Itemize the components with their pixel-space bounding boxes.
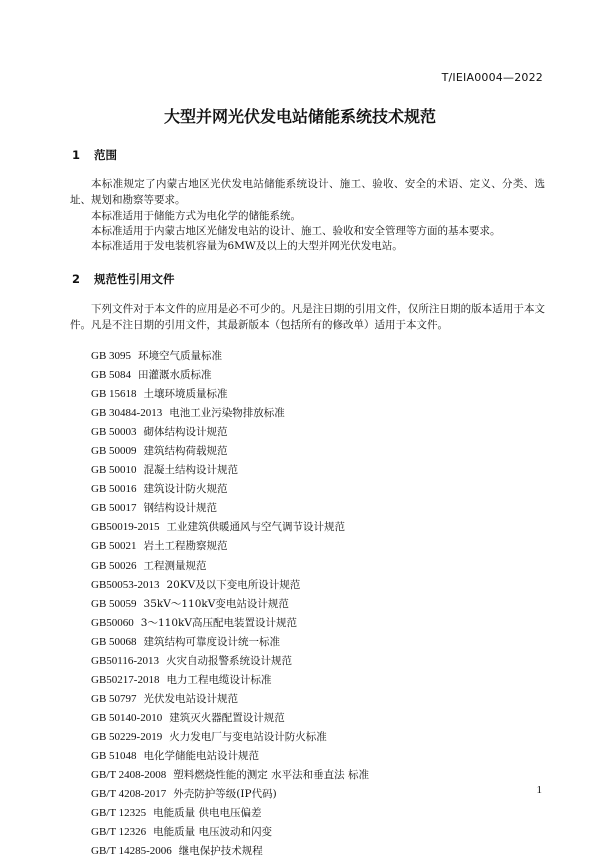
reference-title: 砌体结构设计规范 (143, 426, 228, 439)
reference-item (91, 518, 369, 537)
reference-item (91, 347, 369, 366)
reference-item (91, 785, 369, 804)
section-number: 1 (72, 148, 81, 162)
reference-title: 混凝土结构设计规范 (143, 464, 239, 477)
reference-title: 电力工程电缆设计标准 (166, 673, 272, 686)
scope-paragraph: 本标准适用于储能方式为电化学的储能系统。 (91, 210, 301, 222)
reference-code: GB 50229-2019 (91, 730, 163, 743)
reference-title: 建筑结构荷载规范 (143, 445, 228, 458)
reference-code: GB 50017 (91, 502, 137, 515)
reference-code: GB 50009 (91, 445, 137, 458)
reference-code: GB 50016 (91, 483, 137, 496)
reference-list (91, 347, 369, 861)
reference-code: GB 50026 (91, 559, 137, 572)
reference-title: 电能质量 供电电压偏差 (153, 807, 262, 820)
reference-item (91, 423, 369, 442)
reference-title: 20KV及以下变电所设计规范 (166, 578, 301, 591)
reference-title: 建筑结构可靠度设计统一标准 (143, 635, 281, 648)
reference-title: 电能质量 电压波动和闪变 (153, 826, 272, 839)
reference-code: GB 15618 (91, 388, 137, 401)
section-title: 范围 (94, 148, 118, 162)
reference-title: 光伏发电站设计规范 (143, 692, 239, 705)
reference-item (91, 747, 369, 766)
scope-paragraph: 本标准适用于发电装机容量为6MW及以上的大型并网光伏发电站。 (91, 240, 403, 252)
reference-item (91, 728, 369, 747)
section-heading-normative-references (72, 271, 175, 287)
reference-code: GB/T 2408-2008 (91, 769, 167, 782)
reference-code: GB50019-2015 (91, 521, 160, 534)
reference-title: 继电保护技术规程 (178, 845, 263, 858)
reference-title: 火灾自动报警系统设计规范 (166, 654, 293, 667)
reference-item (91, 652, 369, 671)
reference-code: GB 51048 (91, 749, 137, 762)
reference-title: 工业建筑供暖通风与空气调节设计规范 (166, 521, 345, 534)
reference-code: GB 50003 (91, 426, 137, 439)
reference-code: GB 50068 (91, 635, 137, 648)
reference-item (91, 480, 369, 499)
reference-title: 田灌溉水质标准 (138, 369, 212, 382)
page-number: 1 (536, 784, 542, 796)
reference-item (91, 709, 369, 728)
reference-item (91, 842, 369, 861)
reference-item (91, 557, 369, 576)
reference-item (91, 671, 369, 690)
reference-item (91, 385, 369, 404)
reference-title: 电化学储能电站设计规范 (143, 749, 260, 762)
scope-paragraph: 本标准适用于内蒙古地区光储发电站的设计、施工、验收和安全管理等方面的基本要求。 (91, 225, 501, 237)
reference-item (91, 766, 369, 785)
reference-code: GB 3095 (91, 350, 132, 362)
reference-code: GB/T 4208-2017 (91, 788, 167, 801)
reference-item (91, 614, 369, 633)
reference-item (91, 595, 369, 614)
reference-title: 电池工业污染物排放标准 (169, 407, 285, 420)
standard-code: T/IEIA0004—2022 (441, 71, 543, 84)
references-intro: 下列文件对于本文件的应用是必不可少的。凡是注日期的引用文件，仅所注日期的版本适用于本文件。凡是不注日期的引用文件，其最新版本（包括所有的修改单）适用于本文件。 (70, 303, 545, 331)
reference-item (91, 461, 369, 480)
reference-code: GB/T 12325 (91, 807, 147, 820)
reference-title: 塑料燃烧性能的测定 水平法和垂直法 标准 (173, 769, 369, 782)
reference-title: 工程测量规范 (143, 559, 207, 572)
reference-code: GB 50140-2010 (91, 711, 163, 724)
reference-item (91, 499, 369, 518)
reference-item (91, 576, 369, 595)
scope-paragraph: 本标准规定了内蒙古地区光伏发电站储能系统设计、施工、验收、安全的术语、定义、分类、选址、规划和勘察等要求。 (70, 178, 545, 206)
reference-item (91, 366, 369, 385)
reference-title: 建筑设计防火规范 (143, 483, 228, 496)
reference-code: GB50116-2013 (91, 654, 160, 667)
reference-title: 建筑灭火器配置设计规范 (169, 711, 285, 724)
reference-item (91, 537, 369, 556)
reference-item (91, 804, 369, 823)
reference-title: 土壤环境质量标准 (143, 388, 228, 401)
reference-code: GB 50010 (91, 464, 137, 477)
section-title: 规范性引用文件 (94, 272, 175, 286)
reference-item (91, 823, 369, 842)
reference-item (91, 690, 369, 709)
reference-item (91, 442, 369, 461)
reference-title: 火力发电厂与变电站设计防火标准 (169, 730, 327, 743)
reference-code: GB/T 14285-2006 (91, 845, 172, 858)
reference-title: 钢结构设计规范 (143, 502, 218, 515)
reference-item (91, 633, 369, 652)
reference-title: 3～110kV高压配电装置设计规范 (140, 616, 297, 629)
section-heading-scope (72, 147, 117, 163)
reference-title: 外壳防护等级(IP代码) (173, 788, 277, 801)
reference-item (91, 404, 369, 423)
reference-code: GB50060 (91, 616, 134, 629)
reference-code: GB/T 12326 (91, 826, 147, 839)
reference-code: GB 30484-2013 (91, 407, 163, 420)
reference-title: 环境空气质量标准 (138, 350, 223, 362)
reference-code: GB50217-2018 (91, 673, 160, 686)
reference-title: 35kV～110kV变电站设计规范 (143, 597, 289, 610)
reference-code: GB50053-2013 (91, 578, 160, 591)
reference-code: GB 50797 (91, 692, 137, 705)
section-number: 2 (72, 272, 81, 286)
reference-code: GB 50021 (91, 540, 137, 553)
reference-code: GB 50059 (91, 597, 137, 610)
reference-code: GB 5084 (91, 369, 132, 382)
reference-title: 岩土工程勘察规范 (143, 540, 228, 553)
document-title: 大型并网光伏发电站储能系统技术规范 (163, 107, 436, 126)
